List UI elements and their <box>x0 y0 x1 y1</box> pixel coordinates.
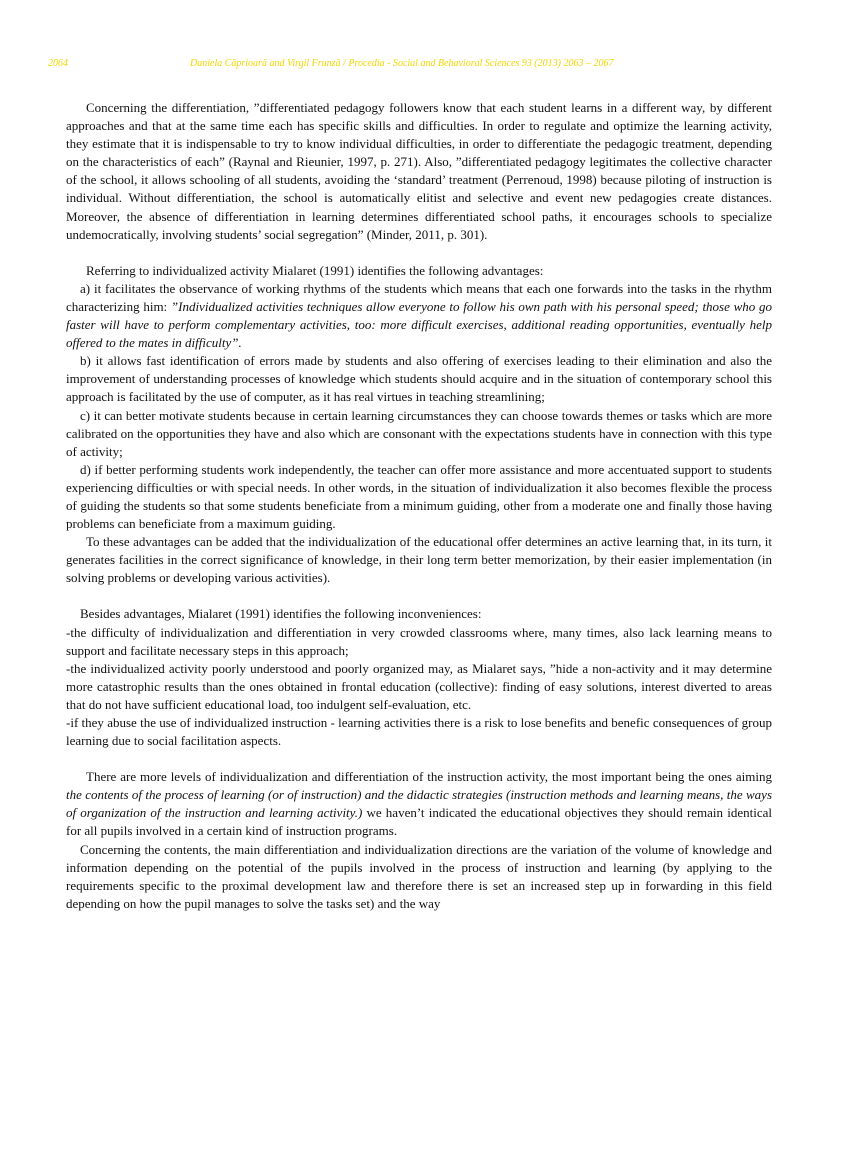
paragraph-inconvenience-2: -the individualized activity poorly understood and poorly organized may, as Mialaret says, ”hide a non-activity and it may determine more catastrophic results than the ones obtained in frontal education (collective): finding of easy solutions, interest diverted to areas that do not have sufficient educational load, too indulgent self-evaluation, etc. <box>66 660 772 712</box>
paragraph-advantage-d: d) if better performing students work independently, the teacher can offer more assistance and more accentuated support to students experiencing difficulties or with special needs. In other words, in the situation of individualization it also becomes flexible the process of guiding the students so that some students beneficiate from a minimum guiding, other from a moderate one and finally those having problems can beneficiate from a maximum guiding. <box>66 461 772 532</box>
paragraph-advantage-b: b) it allows fast identification of errors made by students and also offering of exercises leading to their elimination and also the improvement of understanding processes of knowledge which students should acquire and in the situation of contemporary school this approach is facilitated by the use of computer, as it has real virtues in teaching streamlining; <box>66 353 772 405</box>
levels-text-italic: the contents of the process of learning (or of instruction) and the didactic strategies (instruction methods and learning means, the ways of organization of the instruction and learning activity.) <box>66 787 772 821</box>
paragraph-differentiation: Concerning the differentiation, ”differentiated pedagogy followers know that each student learns in a different way, by different approaches and that at the same time each has specific skills and difficulties. In order to regulate and optimize the learning activity, they estimate that it is indispensable to try to know individual difficulties, in order to differentiate the pedagogic treatment, depending on the characteristics of each” (Raynal and Rieunier, 1997, p. 271). Also, ”differentiated pedagogy legitimates the collective character of the school, it allows schooling of all students, avoiding the ‘standard’ treatment (Perrenoud, 1998) because piloting of instruction is individual. Without differentiation, the school is automatically elitist and selective and event new pedagogies create distances. Moreover, the absence of differentiation in learning determines differentiated school paths, it encourages schools to specialize undemocratically, involving students’ social segregation” (Minder, 2011, p. 301). <box>66 100 772 242</box>
paragraph-contents: Concerning the contents, the main differentiation and individualization directions are the variation of the volume of knowledge and information depending on the potential of the pupils involved in the process of instruction and learning (by applying to the requirements specific to the proximal development law and therefore there is set an increased step up in forwarding in this field depending on how the pupil manages to solve the tasks set) and the way <box>66 841 772 911</box>
levels-text-start: There are more levels of individualization and differentiation of the instruction activity, the most important being the ones aiming <box>86 769 772 785</box>
paragraph-advantage-a <box>66 280 772 352</box>
running-header <box>48 58 808 74</box>
running-head: Daniela Căprioară and Virgil Frunză / Procedia - Social and Behavioral Sciences 93 (2013) 2063 – 2067 <box>190 58 614 69</box>
advantage-a-quote: ”Individualized activities techniques allow everyone to follow his own path with his personal speed; those who go faster will have to perform complementary activities, too: more difficult exercises, additional reading opportunities, eventually help offered to the mates in difficulty”. <box>66 298 772 351</box>
paragraph-added-advantages: To these advantages can be added that the individualization of the educational offer determines an active learning that, in its turn, it generates facilities in the correct significance of knowledge, in their long term better memorization, by their easier implementation (in solving problems or developing various activities). <box>66 534 772 586</box>
paragraph-inconvenience-1: -the difficulty of individualization and differentiation in very crowded classrooms where, many times, also lack learning means to support and facilitate necessary steps in this approach; <box>66 624 772 658</box>
paragraph-levels <box>66 768 772 840</box>
paragraph-advantage-c: c) it can better motivate students because in certain learning circumstances they can choose towards themes or tasks which are more calibrated on the opportunities they have and also which are consonant with the expectations students have in connection with this type of activity; <box>66 407 772 459</box>
paragraph-advantages-intro: Referring to individualized activity Mialaret (1991) identifies the following advantages: <box>86 262 544 278</box>
advantage-a-text: a) it facilitates the observance of working rhythms of the students which means that each one forwards into the tasks in the rhythm characterizing him: <box>66 280 772 314</box>
levels-text-end: we haven’t indicated the educational objectives they should remain identical for all pupils involved in a certain kind of instruction programs. <box>66 805 772 839</box>
paragraph-inconvenience-3: -if they abuse the use of individualized instruction - learning activities there is a risk to lose benefits and benefic consequences of group learning due to social facilitation aspects. <box>66 715 772 749</box>
page-number: 2064 <box>48 58 68 69</box>
paragraph-inconveniences-intro: Besides advantages, Mialaret (1991) identifies the following inconveniences: <box>80 606 482 622</box>
article-body <box>66 99 772 913</box>
